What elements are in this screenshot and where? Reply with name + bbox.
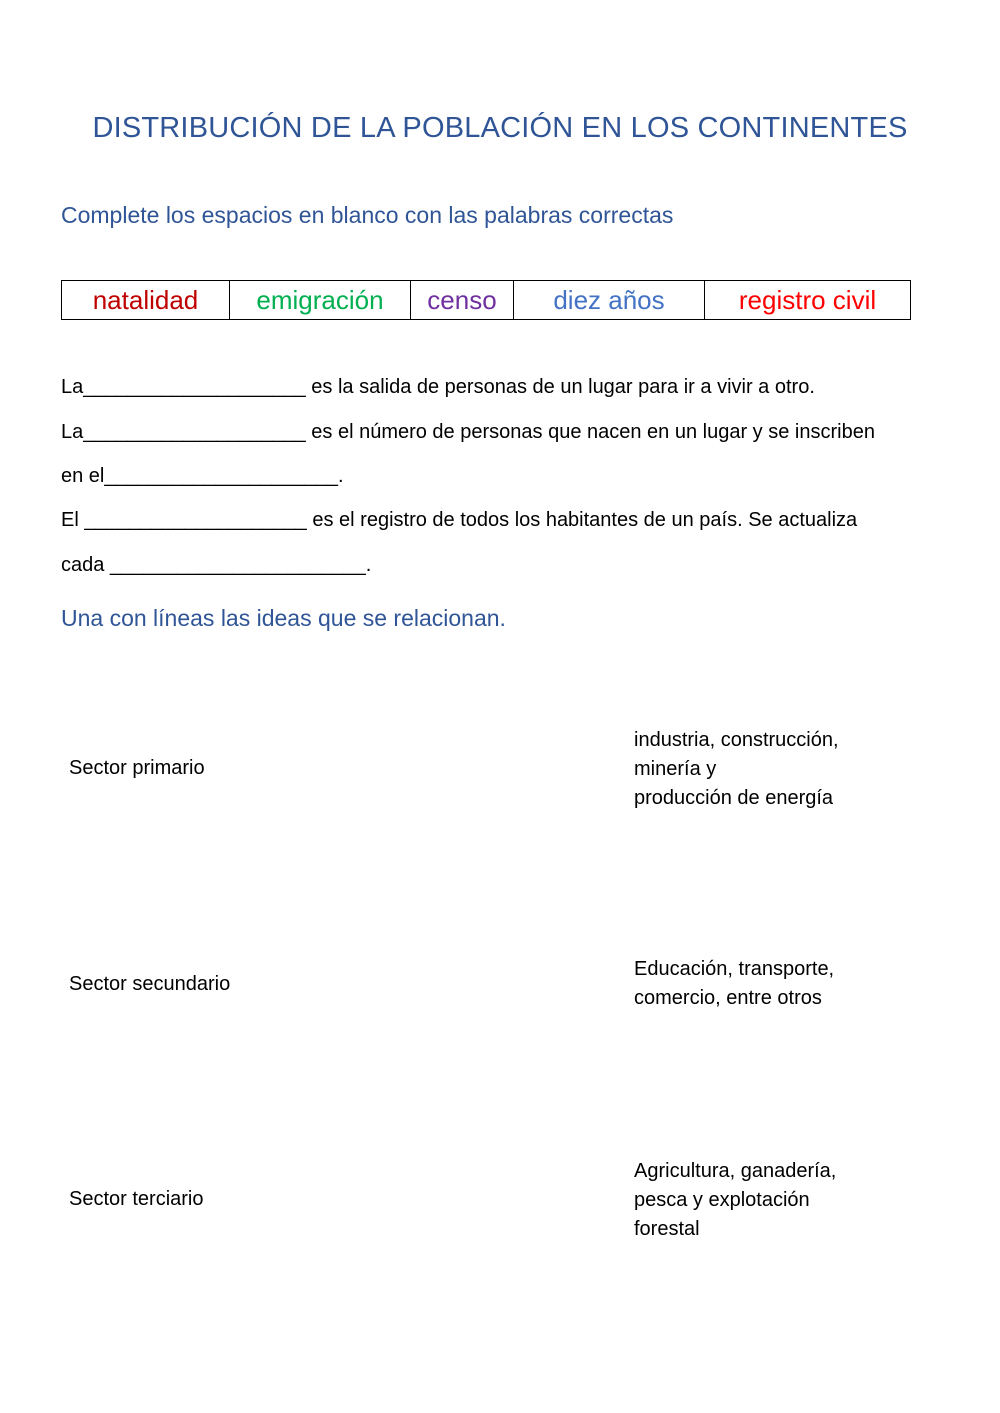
- sentence-natalidad: La____________________ es el número de personas que nacen en un lugar y se inscriben: [61, 421, 875, 443]
- sentence-emigracion: La____________________ es la salida de personas de un lugar para ir a vivir a otro.: [61, 376, 815, 398]
- activity-line: pesca y explotación: [634, 1189, 810, 1211]
- activity-line: producción de energía: [634, 787, 834, 809]
- activity-line: Agricultura, ganadería,: [634, 1160, 837, 1182]
- matching-instruction: Una con líneas las ideas que se relacionan.: [61, 605, 506, 631]
- word-diez-anos: diez años: [514, 281, 705, 320]
- sector-terciario: Sector terciario: [69, 1188, 204, 1210]
- sector-secundario: Sector secundario: [69, 973, 231, 995]
- activity-agriculture: [634, 1157, 964, 1244]
- word-bank: [61, 280, 911, 320]
- activity-line: industria, construcción,: [634, 729, 839, 751]
- sector-primario: Sector primario: [69, 757, 205, 779]
- activity-industry: [634, 726, 964, 813]
- activity-services: [634, 955, 964, 1013]
- word-registro-civil: registro civil: [705, 281, 911, 320]
- activity-line: Educación, transporte,: [634, 958, 835, 980]
- activity-line: comercio, entre otros: [634, 987, 822, 1009]
- word-natalidad: natalidad: [62, 281, 230, 320]
- word-emigracion: emigración: [230, 281, 411, 320]
- sentence-censo-cont: cada _______________________.: [61, 554, 372, 576]
- activity-line: forestal: [634, 1218, 700, 1240]
- activity-line: minería y: [634, 758, 717, 780]
- fill-in-instruction: Complete los espacios en blanco con las palabras correctas: [61, 202, 674, 228]
- sentence-natalidad-cont: en el_____________________.: [61, 465, 344, 487]
- page-title: DISTRIBUCIÓN DE LA POBLACIÓN EN LOS CONTINENTES: [92, 112, 908, 144]
- word-censo: censo: [411, 281, 514, 320]
- sentence-censo: El ____________________ es el registro de todos los habitantes de un país. Se actualiza: [61, 509, 858, 531]
